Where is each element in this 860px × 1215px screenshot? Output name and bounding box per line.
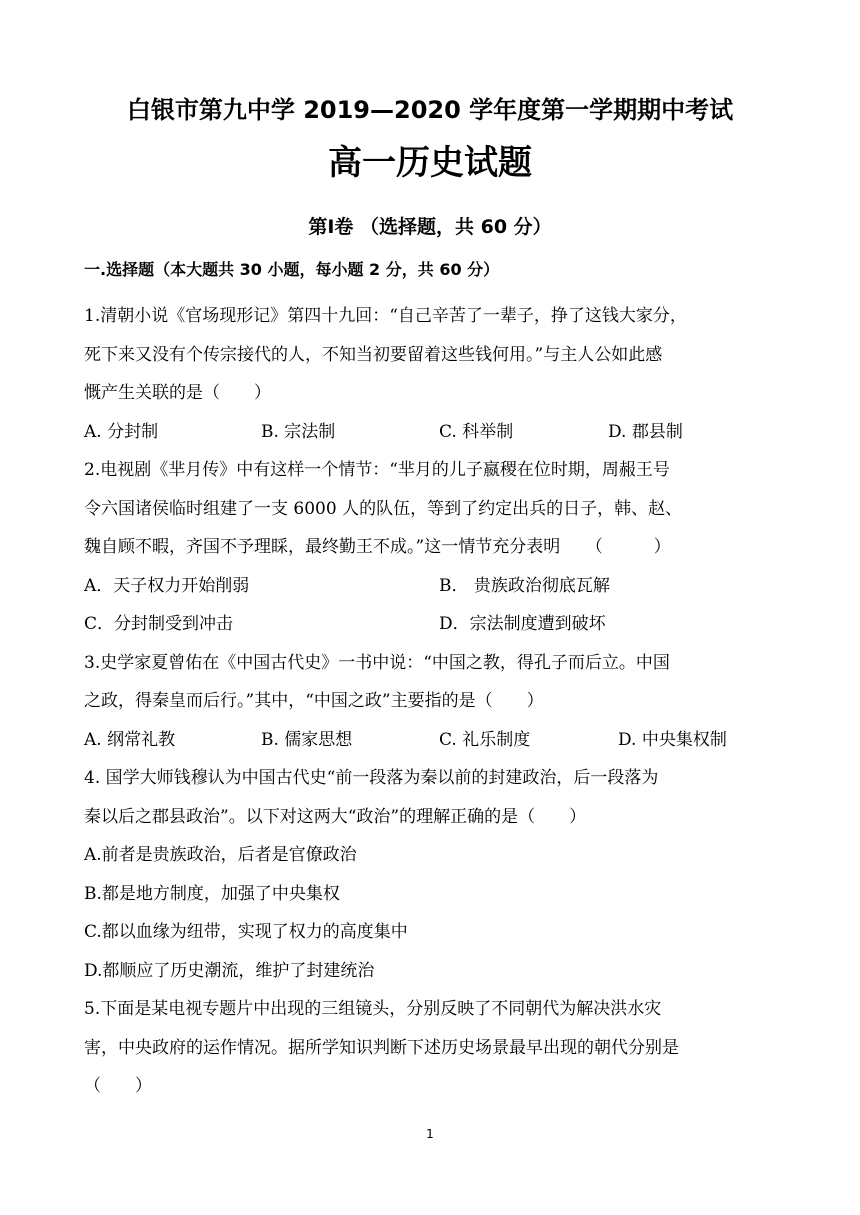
question-stem-line: 5.下面是某电视专题片中出现的三组镜头，分别反映了不同朝代为解决洪水灾 [84,999,662,1019]
question-stem-line: 之政，得秦皇而后行。”其中，“中国之政”主要指的是（ ） [84,691,544,711]
question-stem-line: 4. 国学大师钱穆认为中国古代史“前一段落为秦以前的封建政治，后一段落为 [84,768,659,788]
option-c: C. 科举制 [439,422,514,442]
option-a: A. 纲常礼教 [84,730,176,750]
option-d: D.都顺应了历史潮流，维护了封建统治 [84,961,375,981]
question-stem-line: 死下来又没有个传宗接代的人，不知当初要留着这些钱何用。”与主人公如此感 [84,345,663,365]
exam-title: 高一历史试题 [328,143,532,183]
page-number: 1 [426,1127,434,1141]
option-a: A．天子权力开始削弱 [84,576,250,596]
question-stem-line: 1.清朝小说《官场现形记》第四十九回：“自己辛苦了一辈子，挣了这钱大家分， [84,306,687,326]
option-d: D. 郡县制 [608,422,683,442]
question-stem-line: 3.史学家夏曾佑在《中国古代史》一书中说：“中国之教，得孔子而后立。中国 [84,653,670,673]
school-title: 白银市第九中学 2019—2020 学年度第一学期期中考试 [126,96,734,124]
volume-title: 第Ⅰ卷 （选择题，共 60 分） [308,216,552,238]
question-stem-line: 慨产生关联的是（ ） [84,383,271,403]
option-a: A. 分封制 [84,422,159,442]
option-d: D. 中央集权制 [618,730,727,750]
option-b: B. 儒家思想 [261,730,353,750]
question-stem-line: 魏自顾不暇，齐国不予理睬，最终勤王不成。”这一情节充分表明 （ ） [84,537,671,557]
option-c: C．分封制受到冲击 [84,614,234,634]
question-stem-line: 令六国诸侯临时组建了一支 6000 人的队伍，等到了约定出兵的日子，韩、赵、 [84,499,683,519]
option-b: B.都是地方制度，加强了中央集权 [84,884,340,904]
section-heading: 一.选择题（本大题共 30 小题，每小题 2 分，共 60 分） [84,260,500,279]
question-stem-line: 秦以后之郡县政治”。以下对这两大“政治”的理解正确的是（ ） [84,807,587,827]
option-d: D．宗法制度遭到破坏 [439,614,606,634]
option-c: C.都以血缘为纽带，实现了权力的高度集中 [84,922,408,942]
question-stem-line: 2.电视剧《芈月传》中有这样一个情节：“芈月的儿子嬴稷在位时期，周赧王号 [84,460,670,480]
question-stem-line: （ ） [84,1076,152,1096]
option-b: B． 贵族政治彻底瓦解 [439,576,610,596]
option-a: A.前者是贵族政治，后者是官僚政治 [84,845,357,865]
option-b: B. 宗法制 [261,422,336,442]
option-c: C. 礼乐制度 [439,730,531,750]
question-stem-line: 害，中央政府的运作情况。据所学知识判断下述历史场景最早出现的朝代分别是 [84,1038,679,1058]
